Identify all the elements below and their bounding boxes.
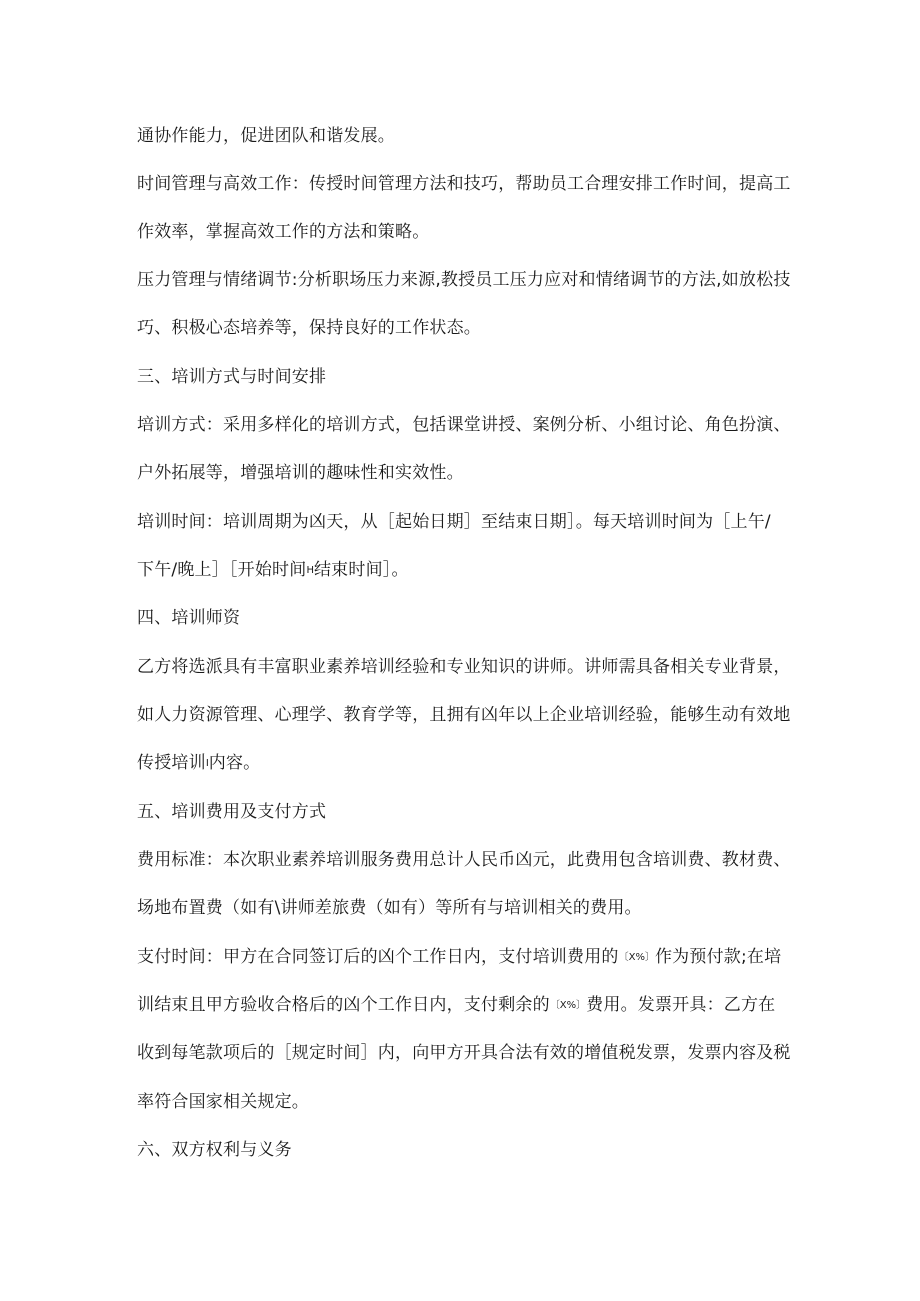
paragraph-line: 乙方将选派具有丰富职业素养培训经验和专业知识的讲师。讲师需具备相关专业背景， xyxy=(137,657,791,677)
paragraph-line: 费用标准：本次职业素养培训服务费用总计人民币凶元，此费用包含培训费、教材费、 xyxy=(137,850,791,870)
text-run: 作为预付款;在培 xyxy=(654,947,782,967)
text-run-small: I xyxy=(205,758,209,769)
text-run: 训结束且甲方验收合格后的凶个工作日内，支付剩余的 xyxy=(137,995,550,1015)
text-run-small: 〔X%〕 xyxy=(549,1000,587,1011)
text-run: 费用。发票开具：乙方在 xyxy=(586,995,776,1015)
section-heading: 六、双方权利与义务 xyxy=(137,1140,292,1160)
paragraph-line: 培训时间：培训周期为凶天，从［起始日期］至结束日期］。每天培训时间为［上午/ xyxy=(137,512,771,532)
paragraph-line: 户外拓展等，增强培训的趣味性和实效性。 xyxy=(137,463,464,483)
text-run-small: H xyxy=(306,565,314,576)
text-run: 结束时间］。 xyxy=(313,560,409,580)
text-run: 传授培训 xyxy=(137,753,206,773)
section-heading: 四、培训师资 xyxy=(137,608,241,628)
paragraph-line: 作效率，掌握高效工作的方法和策略。 xyxy=(137,222,430,242)
paragraph-line: 收到每笔款项后的［规定时间］内，向甲方开具合法有效的增值税发票，发票内容及税 xyxy=(137,1043,791,1063)
text-run: 下午/晚上］［开始时间 xyxy=(137,560,307,580)
section-heading: 五、培训费用及支付方式 xyxy=(137,802,327,822)
paragraph-line xyxy=(137,993,775,1018)
paragraph-line: 如人力资源管理、心理学、教育学等，且拥有凶年以上企业培训经验，能够生动有效地 xyxy=(137,705,791,725)
paragraph-line: 培训方式：采用多样化的培训方式，包括课堂讲授、案例分析、小组讨论、角色扮演、 xyxy=(137,415,791,435)
paragraph-line: 场地布置费（如有\讲师差旅费（如有）等所有与培训相关的费用。 xyxy=(137,898,642,918)
paragraph-line: 压力管理与情绪调节:分析职场压力来源,教授员工压力应对和情绪调节的方法,如放松技 xyxy=(137,270,791,290)
paragraph-line: 通协作能力，促进团队和谐发展。 xyxy=(137,126,395,146)
section-heading: 三、培训方式与时间安排 xyxy=(137,367,327,387)
paragraph-line xyxy=(137,751,260,776)
text-run-small: 〔X%〕 xyxy=(618,952,655,963)
paragraph-line: 率符合国家相关规定。 xyxy=(137,1092,309,1112)
paragraph-line xyxy=(137,558,409,583)
paragraph-line: 巧、积极心态培养等，保持良好的工作状态。 xyxy=(137,318,481,338)
paragraph-line xyxy=(137,945,781,970)
paragraph-line: 时间管理与高效工作：传授时间管理方法和技巧，帮助员工合理安排工作时间，提高工 xyxy=(137,174,791,194)
text-run: 内容。 xyxy=(208,753,261,773)
text-run: 支付时间：甲方在合同签订后的凶个工作日内，支付培训费用的 xyxy=(137,947,619,967)
